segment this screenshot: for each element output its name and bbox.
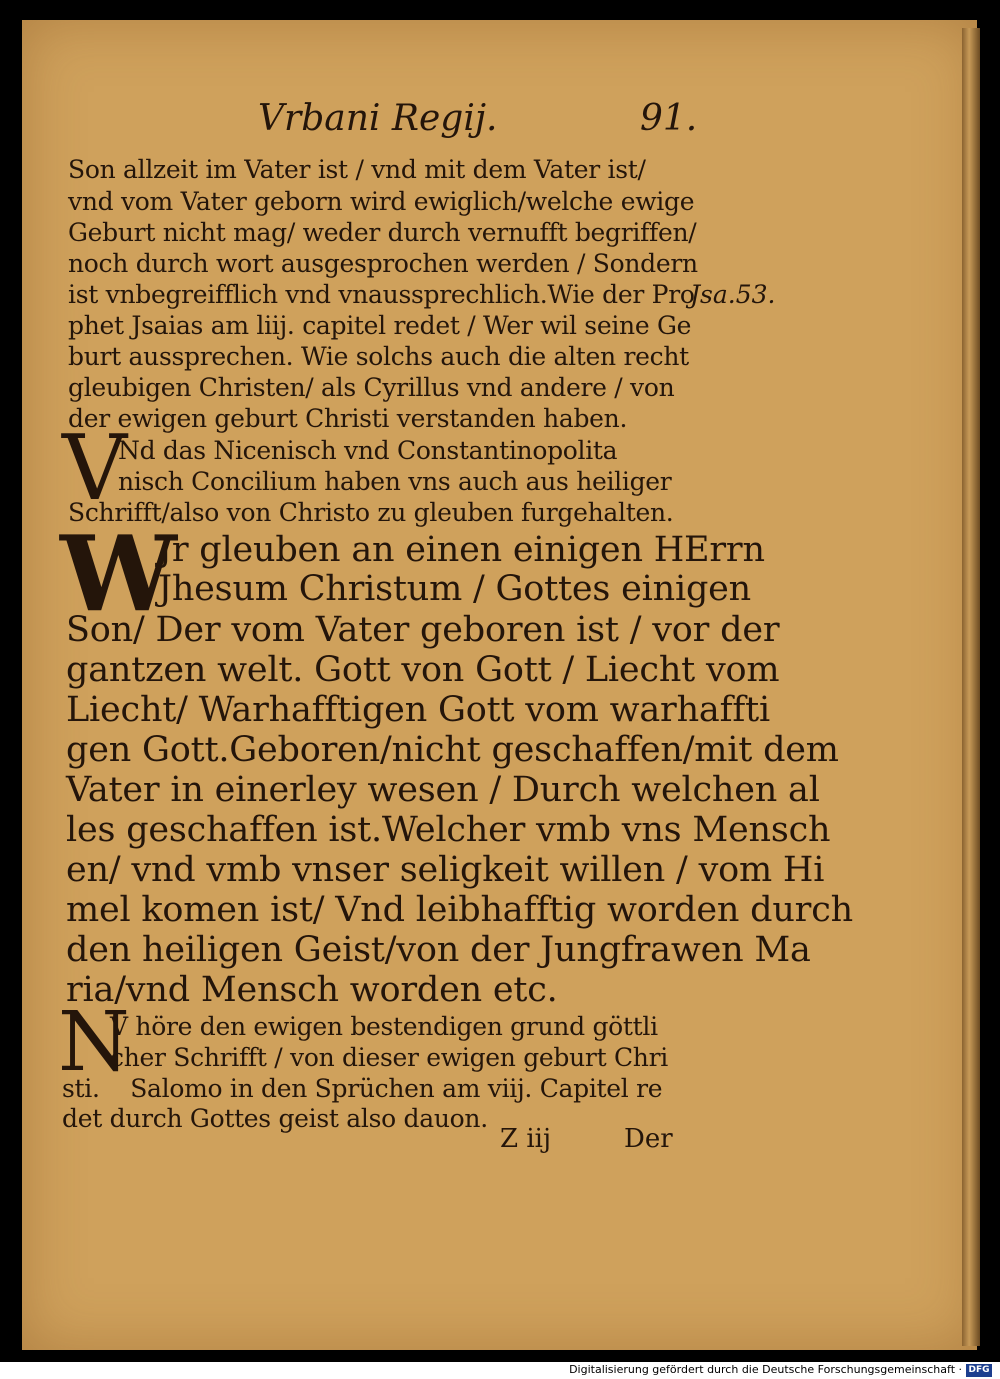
dfg-logo: DFG	[966, 1364, 992, 1377]
paragraph1-line: gleubigen Christen/ als Cyrillus vnd andere / von	[68, 373, 675, 402]
paragraph1-line: phet Jsaias am liij. capitel redet / Wer wil seine Ge	[68, 311, 692, 340]
initial-letter: V	[62, 416, 127, 521]
paragraph4-line: V höre den ewigen bestendigen grund göttli	[110, 1012, 658, 1041]
paragraph1-line: noch durch wort ausgesprochen werden / Sondern	[68, 249, 698, 278]
catchword: Der	[624, 1124, 673, 1154]
paragraph3-line: ria/vnd Mensch worden etc.	[66, 970, 558, 1010]
paragraph3-line: Son/ Der vom Vater geboren ist / vor der	[66, 610, 780, 650]
paragraph1-line: der ewigen geburt Christi verstanden haben.	[68, 404, 628, 433]
paragraph1-line: vnd vom Vater geborn wird ewiglich/welche ewige	[68, 187, 695, 216]
paragraph4-line: cher Schrifft / von dieser ewigen geburt Chri	[110, 1043, 668, 1072]
marginal-note: Jsa.53.	[690, 280, 776, 309]
paragraph3-line: en/ vnd vmb vnser seligkeit willen / vom Hi	[66, 850, 825, 890]
paragraph3-line: mel komen ist/ Vnd leibhafftig worden durch	[66, 890, 853, 930]
paragraph3-line: les geschaffen ist.Welcher vmb vns Mensch	[66, 810, 831, 850]
funding-credit: Digitalisierung gefördert durch die Deutsche Forschungsgemeinschaft ·	[569, 1363, 962, 1376]
paragraph4-line: det durch Gottes geist also dauon.	[62, 1104, 488, 1133]
paragraph1-line: ist vnbegreifflich vnd vnaussprechlich.Wie der Pro	[68, 280, 695, 309]
signature-mark: Z iij	[500, 1124, 552, 1154]
initial-letter: N	[58, 995, 130, 1090]
paragraph2-line: Nd das Nicenisch vnd Constantinopolita	[118, 436, 618, 465]
paragraph3-line: Jhesum Christum / Gottes einigen	[158, 569, 752, 609]
running-head: Vrbani Regij.	[258, 98, 498, 139]
page-edge	[962, 28, 980, 1346]
paragraph1-line: Geburt nicht mag/ weder durch vernufft begriffen/	[68, 218, 697, 247]
paragraph3-line: gantzen welt. Gott von Gott / Liecht vom	[66, 650, 780, 690]
initial-letter: W	[60, 512, 177, 635]
paragraph1-line: burt aussprechen. Wie solchs auch die alten recht	[68, 342, 689, 371]
paragraph3-line: Jr gleuben an einen einigen HErrn	[158, 530, 765, 570]
paragraph3-line: gen Gott.Geboren/nicht geschaffen/mit dem	[66, 730, 839, 770]
paragraph4-line: sti. Salomo in den Sprüchen am viij. Capitel re	[62, 1074, 663, 1103]
page-number: 91.	[640, 98, 698, 139]
paragraph3-line: Liecht/ Warhafftigen Gott vom warhaffti	[66, 690, 770, 730]
paragraph1-line: Son allzeit im Vater ist / vnd mit dem Vater ist/	[68, 155, 646, 184]
paragraph2-line: nisch Concilium haben vns auch aus heiliger	[118, 467, 672, 496]
paragraph3-line: Vater in einerley wesen / Durch welchen al	[66, 770, 820, 810]
paragraph2-line: Schrifft/also von Christo zu gleuben furgehalten.	[68, 498, 674, 527]
paragraph3-line: den heiligen Geist/von der Jungfrawen Ma	[66, 930, 811, 970]
